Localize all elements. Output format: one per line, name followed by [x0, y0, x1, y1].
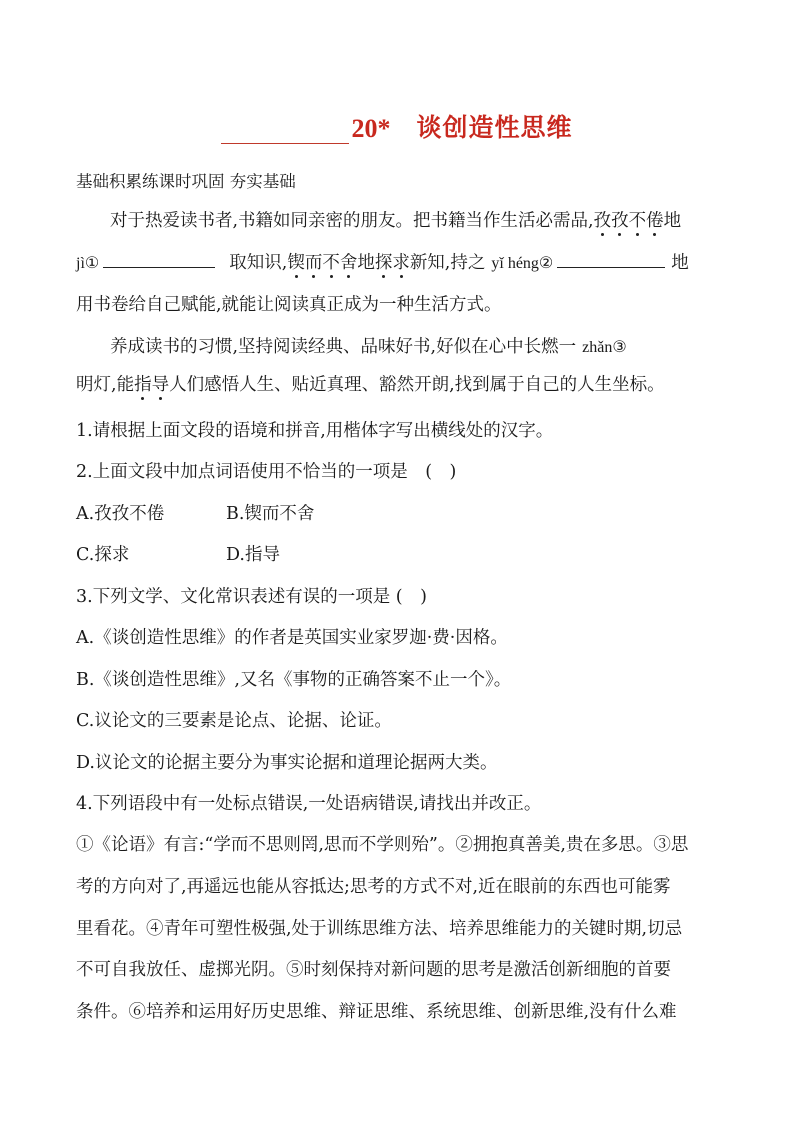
question-1: 1.请根据上面文段的语境和拼音,用楷体字写出横线处的汉字。: [76, 421, 554, 441]
emphasis-dot-char: 而: [304, 253, 323, 273]
emphasis-dot-char: 不: [628, 211, 647, 231]
passage-text: 地: [671, 253, 689, 273]
title-blank-line: [221, 117, 349, 144]
question-4-text-line: 考的方向对了,再遥远也能从容抵达;思考的方式不对,近在眼前的东西也可能雾: [76, 877, 671, 897]
question-3: 3.下列文学、文化常识表述有误的一项是 ( ): [76, 587, 427, 607]
emphasis-dot-char: 不: [322, 253, 340, 273]
answer-blank-1[interactable]: [103, 249, 215, 268]
question-4-text-line: ①《论语》有言:“学而不思则罔,思而不学则殆”。②拥抱真善美,贵在多思。③思: [76, 835, 689, 855]
emphasis-dot-char: 倦: [646, 211, 664, 231]
option-a[interactable]: A.孜孜不倦: [76, 504, 165, 524]
emphasis-dot-char: 指: [134, 375, 152, 395]
pinyin-hint: yǐ héng②: [491, 255, 554, 272]
pinyin-hint: zhǎn③: [582, 339, 627, 356]
passage-p2-line1: [110, 335, 718, 360]
question-2: 2.上面文段中加点词语使用不恰当的一项是 ( ): [76, 462, 457, 482]
section-heading: 基础积累练课时巩固 夯实基础: [76, 172, 296, 191]
passage-p1-line1: [110, 209, 718, 233]
question-4: 4.下列语段中有一处标点错误,一处语病错误,请找出并改正。: [76, 794, 542, 814]
answer-blank-2[interactable]: [557, 249, 665, 268]
pinyin-hint: jì①: [76, 255, 100, 272]
emphasis-dot-char: 锲: [287, 253, 305, 273]
option-c[interactable]: C.探求: [76, 545, 130, 565]
question-4-text-line: 不可自我放任、虚掷光阴。⑤时刻保持对新问题的思考是激活创新细胞的首要: [76, 960, 671, 980]
emphasis-dot-char: 探: [374, 253, 393, 273]
passage-text: 新知,持之: [409, 253, 486, 273]
emphasis-dot-char: 求: [392, 253, 410, 273]
option-d[interactable]: D.议论文的论据主要分为事实论据和道理论据两大类。: [76, 753, 498, 773]
passage-p1-line3: 用书卷给自己赋能,就能让阅读真正成为一种生活方式。: [76, 295, 502, 315]
lesson-title-text: 谈创造性思维: [416, 113, 573, 142]
passage-text: 对于热爱读书者,书籍如同亲密的朋友。把书籍当作生活必需品,: [110, 211, 594, 231]
option-d[interactable]: D.指导: [226, 545, 280, 565]
passage-p2-line2: [76, 373, 718, 397]
question-2-options-row1: [76, 502, 718, 526]
lesson-number: 20*: [351, 114, 391, 143]
dotted-word: [287, 253, 357, 273]
emphasis-dot-char: 舍: [339, 253, 358, 273]
passage-text: 人们感悟人生、贴近真理、豁然开朗,找到属于自己的人生坐标。: [169, 375, 665, 395]
option-c[interactable]: C.议论文的三要素是论点、论据、论证。: [76, 711, 392, 731]
question-4-text-line: 条件。⑥培养和运用好历史思维、辩证思维、系统思维、创新思维,没有什么难: [76, 1002, 677, 1022]
emphasis-dot-char: 孜: [611, 211, 629, 231]
passage-text: 地: [663, 211, 682, 231]
passage-p1-line2: [76, 249, 718, 276]
passage-text: 地: [357, 253, 375, 273]
question-2-options-row2: [76, 543, 718, 567]
dotted-word: [134, 375, 169, 395]
passage-text: 取知识,: [229, 253, 288, 273]
dotted-word: [594, 211, 664, 231]
emphasis-dot-char: 孜: [593, 211, 612, 231]
option-b[interactable]: B.锲而不舍: [226, 504, 315, 524]
passage-text: 养成读书的习惯,坚持阅读经典、品味好书,好似在心中长燃一: [110, 337, 577, 357]
question-4-text-line: 里看花。④青年可塑性极强,处于训练思维方法、培养思维能力的关键时期,切忌: [76, 919, 683, 939]
option-b[interactable]: B.《谈创造性思维》,又名《事物的正确答案不止一个》。: [76, 670, 512, 690]
option-a[interactable]: A.《谈创造性思维》的作者是英国实业家罗迦·费·因格。: [76, 628, 508, 648]
passage-text: 明灯,能: [76, 375, 135, 395]
dotted-word: [375, 253, 410, 273]
lesson-title: [0, 108, 794, 144]
emphasis-dot-char: 导: [151, 375, 170, 395]
